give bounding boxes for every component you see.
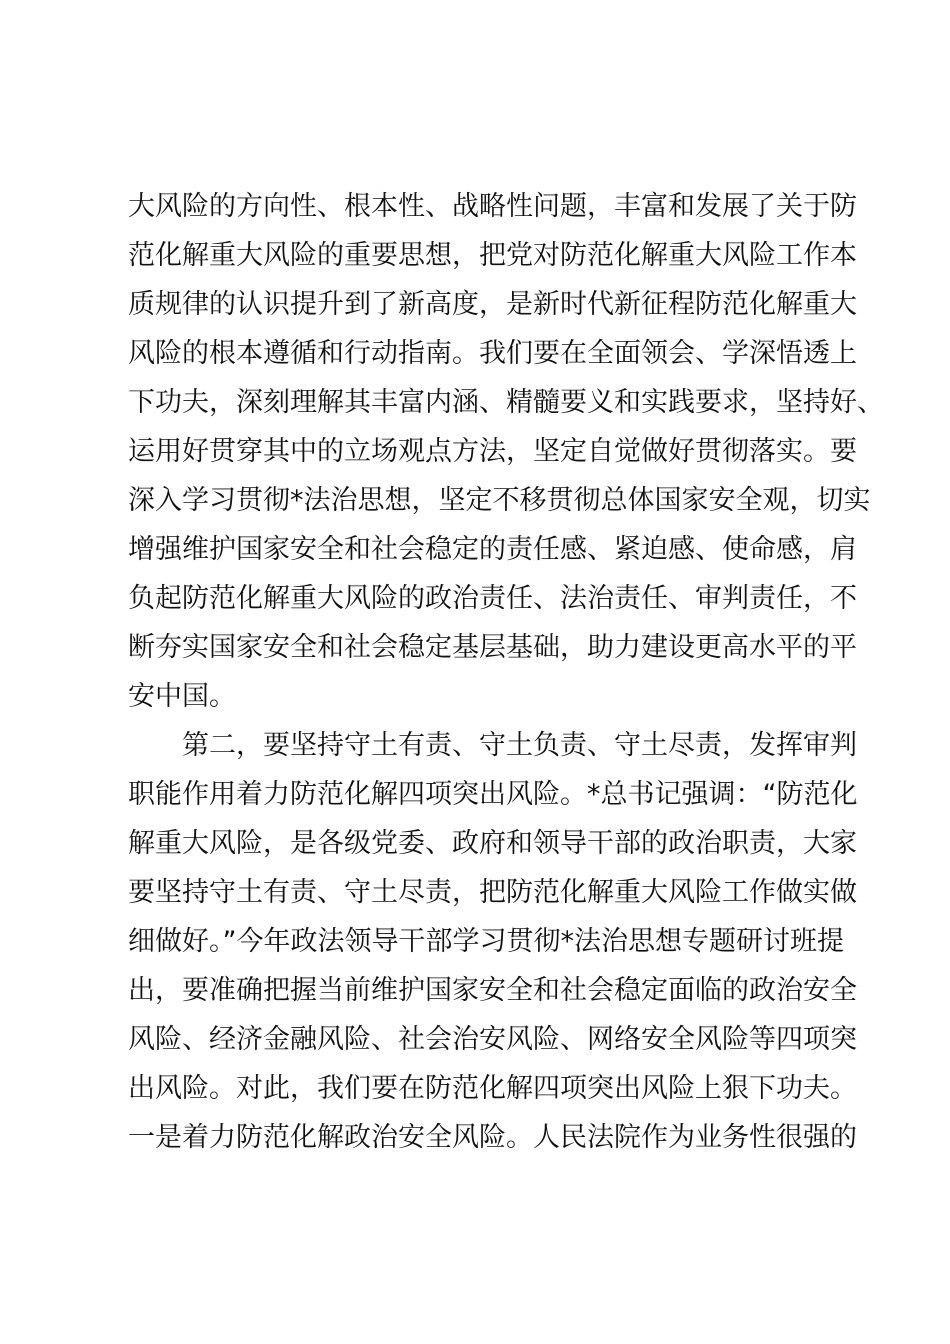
text-line: 大风险的方向性、根本性、战略性问题，丰富和发展了关于防 — [128, 191, 857, 222]
text-line: 要坚持守土有责、守土尽责，把防范化解重大风险工作做实做 — [128, 877, 857, 908]
text-line: 断夯实国家安全和社会稳定基层基础，助力建设更高水平的平 — [128, 632, 857, 663]
text-line: 一是着力防范化解政治安全风险。人民法院作为业务性很强的 — [128, 1122, 857, 1153]
text-line: 负起防范化解重大风险的政治责任、法治责任、审判责任，不 — [128, 583, 857, 614]
text-line: 下功夫，深刻理解其丰富内涵、精髓要义和实践要求，坚持好、 — [128, 387, 884, 418]
text-line: 解重大风险，是各级党委、政府和领导干部的政治职责，大家 — [128, 828, 857, 859]
paragraph-start-line: 第二，要坚持守土有责、守土负责、守土尽责，发挥审判 — [182, 730, 857, 761]
text-line: 增强维护国家安全和社会稳定的责任感、紧迫感、使命感，肩 — [128, 534, 857, 565]
text-line: 运用好贯穿其中的立场观点方法，坚定自觉做好贯彻落实。要 — [128, 436, 857, 467]
text-line: 质规律的认识提升到了新高度，是新时代新征程防范化解重大 — [128, 289, 857, 320]
text-line: 深入学习贯彻*法治思想，坚定不移贯彻总体国家安全观，切实 — [128, 485, 871, 516]
text-line: 细做好。”今年政法领导干部学习贯彻*法治思想专题研讨班提 — [128, 926, 844, 957]
text-line: 出，要准确把握当前维护国家安全和社会稳定面临的政治安全 — [128, 975, 857, 1006]
body-text — [128, 182, 884, 1162]
text-line: 出风险。对此，我们要在防范化解四项突出风险上狠下功夫。 — [128, 1073, 857, 1104]
text-line: 风险的根本遵循和行动指南。我们要在全面领会、学深悟透上 — [128, 338, 857, 369]
text-line: 安中国。 — [128, 681, 236, 712]
text-line: 职能作用着力防范化解四项突出风险。*总书记强调：“防范化 — [128, 779, 858, 810]
text-line: 风险、经济金融风险、社会治安风险、网络安全风险等四项突 — [128, 1024, 857, 1055]
text-line: 范化解重大风险的重要思想，把党对防范化解重大风险工作本 — [128, 240, 857, 271]
